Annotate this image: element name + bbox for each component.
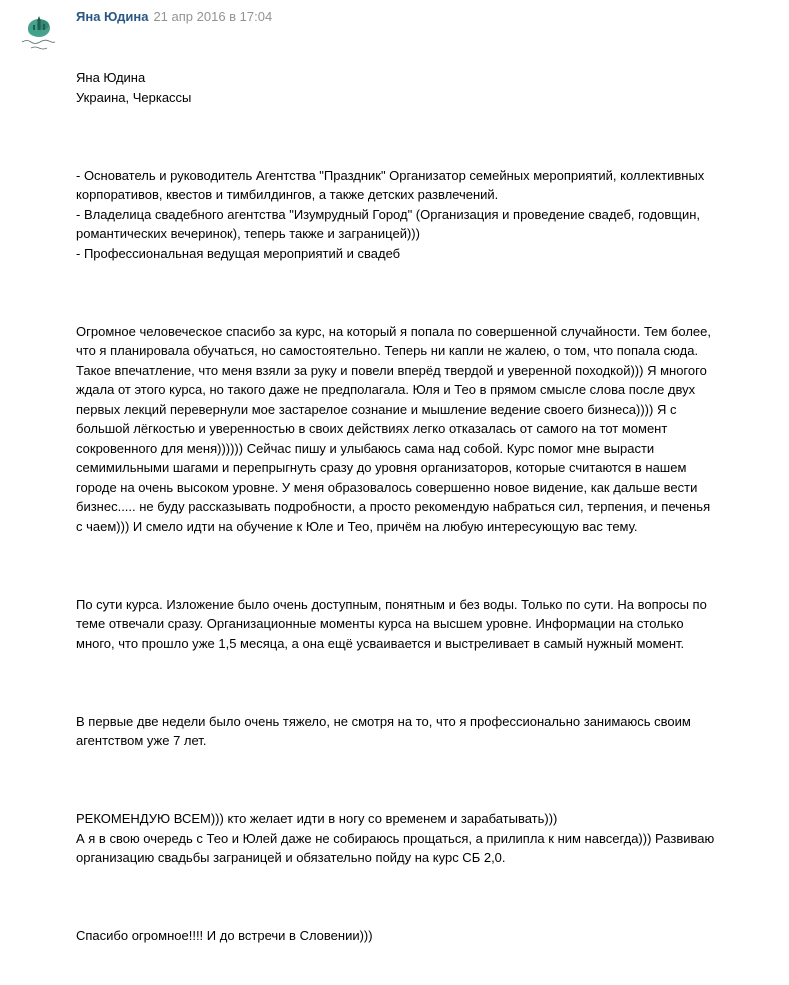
comment-header <box>76 7 776 27</box>
comment-paragraph: Спасибо огромное!!!! И до встречи в Словении))) <box>76 928 373 943</box>
comment-paragraph: - Основатель и руководитель Агентства "Праздник" Организатор семейных мероприятий, коллективных корпоративов, квестов и тимбилдингов, а также детских развлечений. - Владелица свадебного агентства "Изумрудный Город" (Организация и проведение свадеб, годовщин, романтических вечеринок), теперь также и заграницей))) - Профессиональная ведущая мероприятий и свадеб <box>76 167 705 261</box>
comment-paragraph: По сути курса. Изложение было очень доступным, понятным и без воды. Только по сути. На вопросы по теме отвечали сразу. Организационные моменты курса на высшем уровне. Информации на столько много, что прошло уже 1,5 месяца, а она ещё усваивается и выстреливает в самый нужный момент. <box>76 596 707 651</box>
post-date-link[interactable]: 21 апр 2016 в 17:04 <box>153 9 273 24</box>
comment-content <box>76 7 776 985</box>
emerald-logo-icon <box>13 8 63 58</box>
author-name-link[interactable]: Яна Юдина <box>76 9 149 24</box>
author-avatar[interactable] <box>13 8 63 58</box>
comment-paragraph: Огромное человеческое спасибо за курс, на который я попала по совершенной случайности. Тем более, что я планировала обучаться, но самостоятельно. Теперь ни капли не жалею, о том, что попала сюда. Такое впечатление, что меня взяли за руку и повели вперёд твердой и уверенной походкой))) Я многого ждала от этого курса, но такого даже не предполагала. Юля и Тео в прямом смысле слова после двух первых лекций перевернули мое застарелое сознание и мышление ведение своего бизнеса)))) Я с большой лёгкостью и уверенностью в своих действиях легко отказалась от самого на тот момент сокровенного для меня)))))) Сейчас пишу и улыбаюсь сама над собой. Курс помог мне вырасти семимильными шагами и перепрыгнуть сразу до уровня организаторов, которые считаются в нашем городе на очень высоком уровне. У меня образовалось совершенно новое видение, как дальше вести бизнес..... не буду рассказывать подробности, а просто рекомендую набраться сил, терпения, и печенья с чаем))) И смело идти на обучение к Юле и Тео, причём на любую интересующую вас тему. <box>76 323 712 534</box>
comment-paragraph: РЕКОМЕНДУЮ ВСЕМ))) кто желает идти в ногу со временем и зарабатывать))) А я в свою очередь с Тео и Юлей даже не собираюсь прощаться, а прилипла к ним навсегда))) Развиваю организацию свадьбы заграницей и обязательно пойду на курс СБ 2,0. <box>76 811 715 865</box>
comment-paragraph: В первые две недели было очень тяжело, не смотря на то, что я профессионально занимаюсь своим агентством уже 7 лет. <box>76 713 691 748</box>
comment-paragraph: Яна Юдина Украина, Черкассы <box>76 70 192 105</box>
comment-text <box>76 29 776 985</box>
